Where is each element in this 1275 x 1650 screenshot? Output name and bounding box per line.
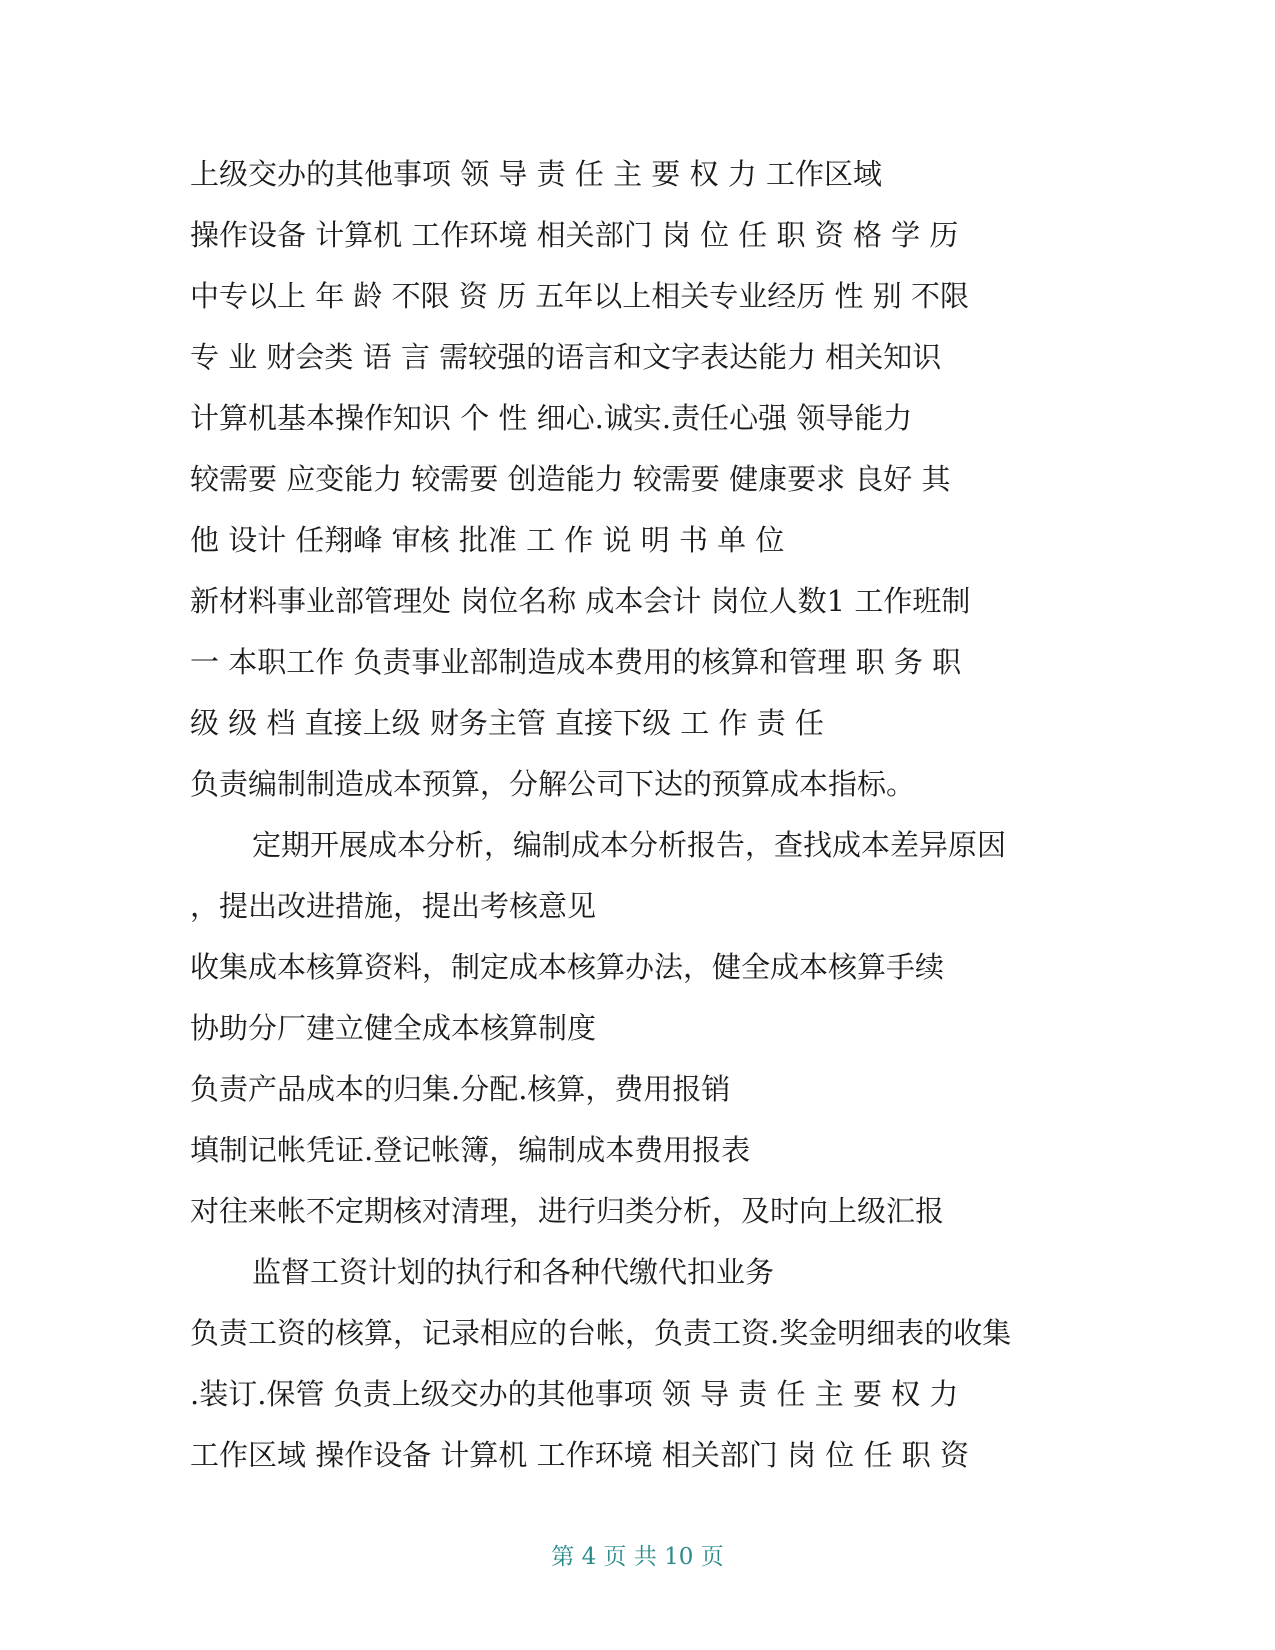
text-line: 新材料事业部管理处 岗位名称 成本会计 岗位人数1 工作班制 (190, 584, 971, 618)
text-line: 定期开展成本分析，编制成本分析报告，查找成本差异原因 (252, 828, 1007, 862)
text-line: 上级交办的其他事项 领 导 责 任 主 要 权 力 工作区域 (190, 157, 882, 191)
text-line: 填制记帐凭证.登记帐簿，编制成本费用报表 (190, 1133, 751, 1167)
text-line: 对往来帐不定期核对清理，进行归类分析，及时向上级汇报 (190, 1194, 945, 1228)
text-line: 负责编制制造成本预算，分解公司下达的预算成本指标。 (190, 767, 916, 801)
text-line: 他 设计 任翔峰 审核 批准 工 作 说 明 书 单 位 (190, 523, 785, 557)
text-line: 操作设备 计算机 工作环境 相关部门 岗 位 任 职 资 格 学 历 (190, 218, 959, 252)
page-number: 第 4 页 共 10 页 (551, 1544, 724, 1570)
text-line: 协助分厂建立健全成本核算制度 (190, 1011, 597, 1045)
document-body (190, 144, 1090, 1486)
text-line: 专 业 财会类 语 言 需较强的语言和文字表达能力 相关知识 (190, 340, 942, 374)
text-line: 负责工资的核算，记录相应的台帐，负责工资.奖金明细表的收集 (190, 1316, 1012, 1350)
text-line: ，提出改进措施，提出考核意见 (190, 889, 597, 923)
text-line: .装订.保管 负责上级交办的其他事项 领 导 责 任 主 要 权 力 (190, 1377, 959, 1411)
text-line: 级 级 档 直接上级 财务主管 直接下级 工 作 责 任 (190, 706, 824, 740)
text-line: 中专以上 年 龄 不限 资 历 五年以上相关专业经历 性 别 不限 (190, 279, 969, 313)
text-line: 较需要 应变能力 较需要 创造能力 较需要 健康要求 良好 其 (190, 462, 951, 496)
text-line: 负责产品成本的归集.分配.核算，费用报销 (190, 1072, 731, 1106)
text-line: 监督工资计划的执行和各种代缴代扣业务 (252, 1255, 775, 1289)
text-line: 一 本职工作 负责事业部制造成本费用的核算和管理 职 务 职 (190, 645, 962, 679)
text-line: 计算机基本操作知识 个 性 细心.诚实.责任心强 领导能力 (190, 401, 913, 435)
text-line: 工作区域 操作设备 计算机 工作环境 相关部门 岗 位 任 职 资 (190, 1438, 969, 1472)
text-line: 收集成本核算资料，制定成本核算办法，健全成本核算手续 (190, 950, 945, 984)
